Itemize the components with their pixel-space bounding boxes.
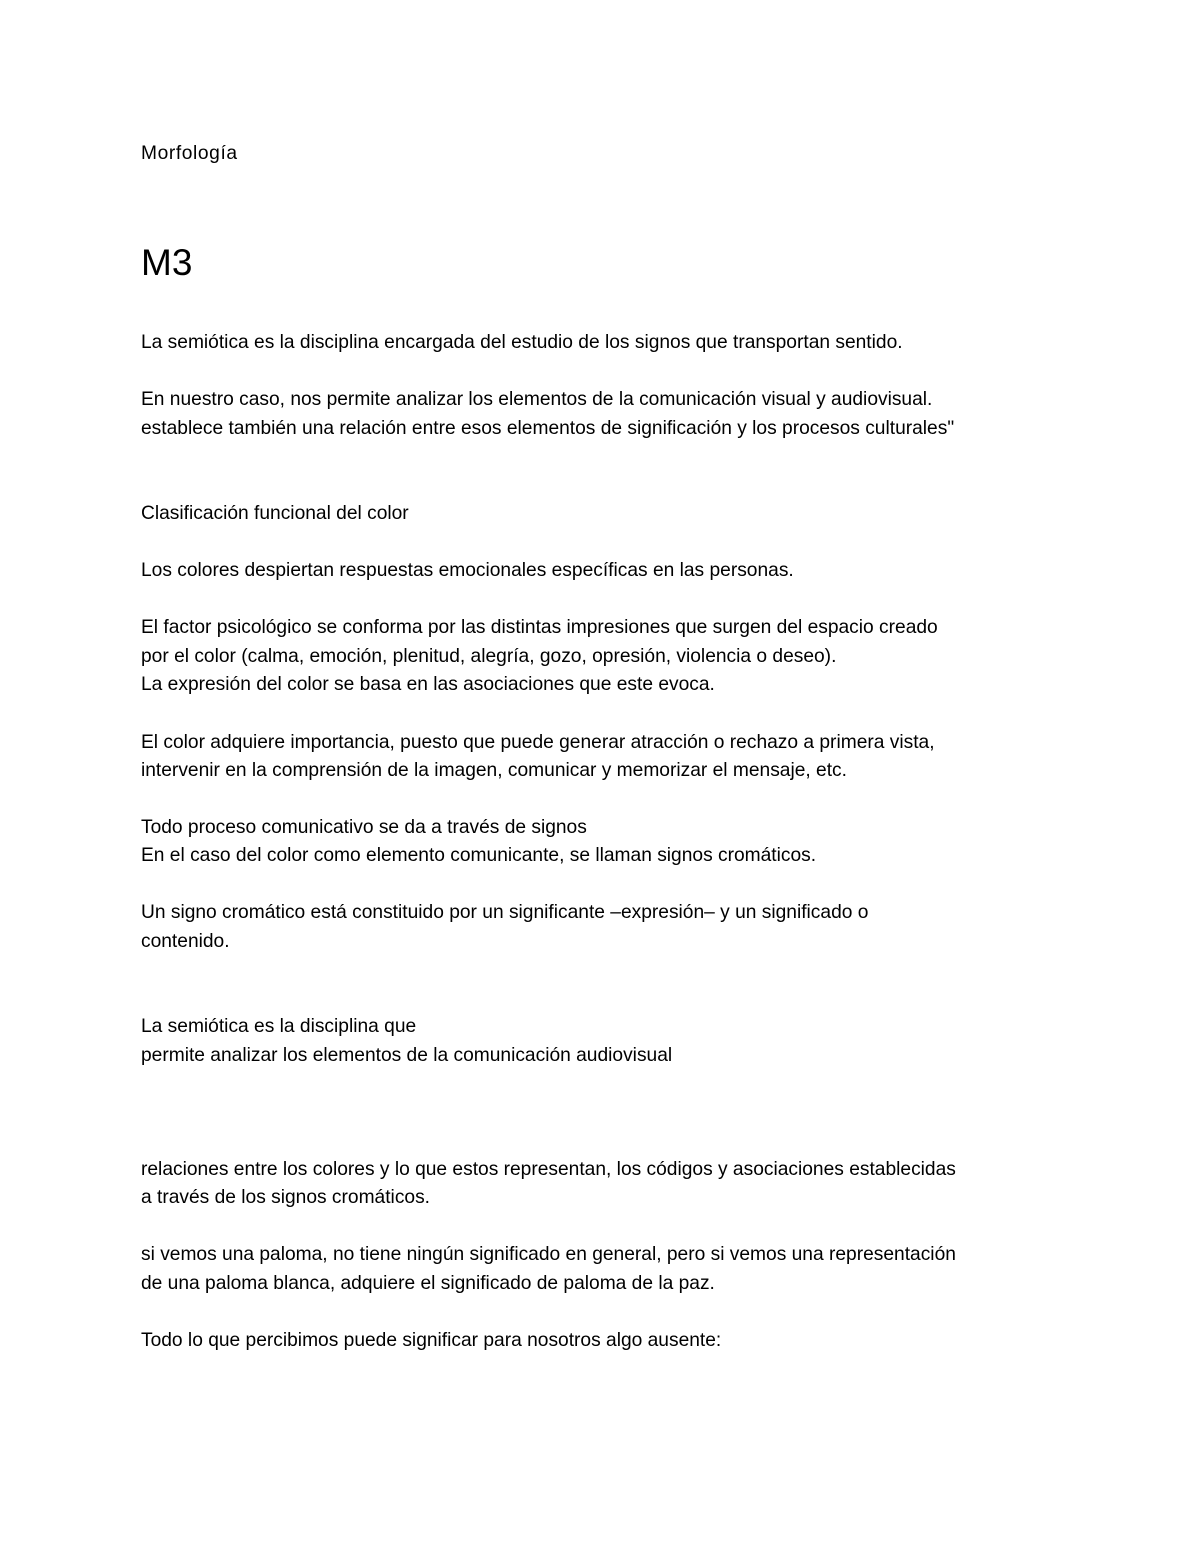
subject-heading: Morfología — [141, 143, 238, 164]
paragraph-line: relaciones entre los colores y lo que estos representan, los códigos y asociaciones establecidas — [141, 1159, 956, 1180]
paragraph-line: En nuestro caso, nos permite analizar los elementos de la comunicación visual y audiovisual. — [141, 389, 933, 410]
paragraph-line: La semiótica es la disciplina que — [141, 1016, 417, 1037]
paragraph-line: Todo proceso comunicativo se da a través de signos — [141, 817, 587, 838]
paragraph-line: El color adquiere importancia, puesto que puede generar atracción o rechazo a primera vista, — [141, 732, 935, 753]
paragraph-line: si vemos una paloma, no tiene ningún significado en general, pero si vemos una representación — [141, 1244, 956, 1265]
paragraph-line: Todo lo que percibimos puede significar para nosotros algo ausente: — [141, 1330, 722, 1351]
paragraph-line: La semiótica es la disciplina encargada del estudio de los signos que transportan sentido. — [141, 332, 903, 353]
paragraph-line: Un signo cromático está constituido por un significante –expresión– y un significado o — [141, 902, 869, 923]
paragraph-line: intervenir en la comprensión de la imagen, comunicar y memorizar el mensaje, etc. — [141, 760, 847, 781]
page-title: M3 — [141, 242, 193, 283]
paragraph-line: Los colores despiertan respuestas emocionales específicas en las personas. — [141, 560, 794, 581]
paragraph-line: En el caso del color como elemento comunicante, se llaman signos cromáticos. — [141, 845, 817, 866]
paragraph-line: La expresión del color se basa en las asociaciones que este evoca. — [141, 674, 715, 695]
section-heading: Clasificación funcional del color — [141, 503, 409, 524]
paragraph-line: El factor psicológico se conforma por las distintas impresiones que surgen del espacio creado — [141, 617, 938, 638]
paragraph-line: por el color (calma, emoción, plenitud, alegría, gozo, opresión, violencia o deseo). — [141, 646, 837, 667]
paragraph-line: a través de los signos cromáticos. — [141, 1187, 431, 1208]
paragraph-line: permite analizar los elementos de la comunicación audiovisual — [141, 1045, 673, 1066]
paragraph-line: contenido. — [141, 931, 230, 952]
paragraph-line: establece también una relación entre esos elementos de significación y los procesos culturales" — [141, 418, 955, 439]
paragraph-line: de una paloma blanca, adquiere el significado de paloma de la paz. — [141, 1273, 715, 1294]
